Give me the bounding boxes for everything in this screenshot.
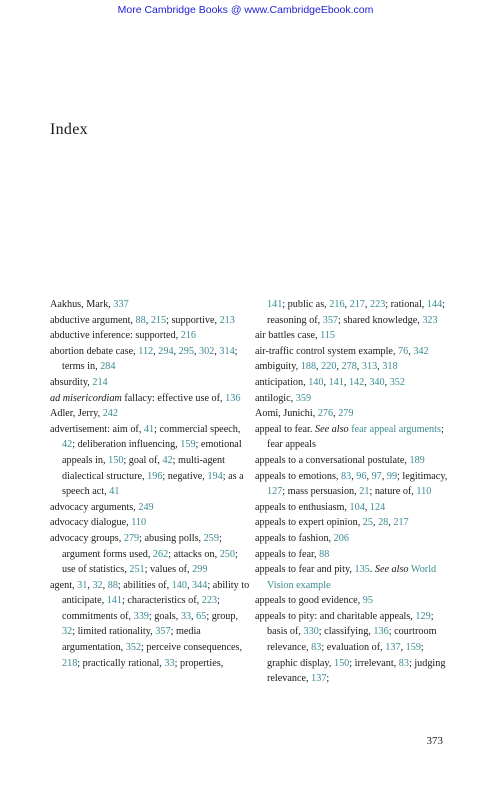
index-entry: [255, 593, 455, 609]
index-entry: [50, 406, 250, 422]
page-reference-link[interactable]: 213: [219, 314, 235, 326]
page-reference-link[interactable]: 259: [203, 532, 219, 544]
page-reference-link[interactable]: fear appeal arguments: [351, 423, 441, 435]
entry-text: ; classifying,: [318, 626, 374, 638]
entry-text: ; mass persuasion,: [282, 486, 360, 498]
entry-text: ; commitments of,: [62, 595, 220, 622]
page-reference-link[interactable]: 278: [341, 361, 357, 373]
entry-text: ,: [377, 361, 383, 373]
page-reference-link[interactable]: 88: [319, 548, 330, 560]
entry-text: ; terms in,: [62, 345, 238, 373]
index-entry: [50, 391, 250, 407]
entry-text: ,: [191, 610, 197, 622]
page-reference-link[interactable]: 218: [62, 657, 78, 669]
page-reference-link[interactable]: 330: [303, 626, 319, 638]
entry-text: ; shared knowledge,: [338, 314, 423, 326]
entry-text: ,: [173, 345, 179, 357]
page-reference-link[interactable]: 223: [201, 595, 218, 607]
index-column-left: [50, 297, 250, 671]
entry-text: advertisement: aim of,: [50, 423, 144, 435]
index-entry: [50, 422, 250, 500]
entry-text: abductive inference: supported,: [50, 330, 181, 342]
entry-text: ,: [364, 299, 370, 310]
page-reference-link[interactable]: 340: [369, 376, 385, 388]
entry-text: abortion debate case,: [50, 345, 139, 357]
page-reference-link[interactable]: 141: [267, 299, 283, 310]
page-reference-link[interactable]: 337: [113, 299, 129, 310]
page-reference-link[interactable]: 141: [106, 595, 122, 607]
index-entry: [255, 375, 455, 391]
page-reference-link[interactable]: 359: [295, 392, 312, 404]
page-reference-link[interactable]: 83: [311, 642, 322, 654]
page-reference-link[interactable]: 339: [133, 610, 149, 622]
entry-text: ;: [326, 673, 330, 685]
entry-text: ,: [372, 517, 379, 529]
page-reference-link[interactable]: 251: [129, 564, 145, 576]
entry-text: ; deliberation influencing,: [72, 439, 181, 451]
entry-text: ; nature of,: [369, 486, 417, 498]
entry-text: ; public as,: [282, 299, 330, 310]
page-reference-link[interactable]: 42: [162, 454, 173, 466]
entry-text: ; attacks on,: [168, 548, 220, 560]
page-reference-link[interactable]: 31: [77, 579, 88, 591]
promo-banner-link[interactable]: More Cambridge Books @ www.CambridgeEbook.com: [117, 4, 374, 16]
entry-text: ,: [102, 579, 108, 591]
index-entry: [50, 515, 250, 531]
page-reference-link[interactable]: 41: [109, 486, 120, 498]
entry-text: ,: [186, 579, 193, 591]
index-entry: [255, 500, 455, 516]
entry-text: ,: [388, 517, 394, 529]
page-reference-link[interactable]: 33: [180, 610, 192, 622]
entry-text: ,: [343, 376, 349, 388]
entry-text: ,: [364, 501, 370, 513]
page-reference-link[interactable]: 65: [196, 610, 207, 622]
entry-text: advocacy arguments,: [50, 501, 139, 513]
entry-text: ; courtroom relevance,: [267, 626, 437, 654]
page-reference-link[interactable]: 42: [62, 439, 73, 451]
page-reference-link[interactable]: 140: [171, 579, 187, 591]
entry-text: fallacy: effective use of,: [121, 392, 226, 404]
index-entry: [50, 578, 250, 672]
entry-text: ; reasoning of,: [267, 299, 445, 326]
index-entry: [255, 391, 455, 407]
page-reference-link[interactable]: 216: [180, 330, 196, 342]
page-reference-link[interactable]: 110: [131, 517, 147, 529]
page-reference-link[interactable]: 137: [385, 642, 401, 654]
entry-text: ,: [193, 345, 200, 357]
entry-text: ; properties,: [174, 657, 224, 669]
page-reference-link[interactable]: 135: [354, 564, 370, 576]
page-reference-link[interactable]: 357: [155, 626, 171, 638]
page-reference-link[interactable]: 295: [178, 345, 194, 357]
entry-text: appeals to emotions,: [255, 470, 342, 482]
page-reference-link[interactable]: 88: [135, 314, 146, 326]
entry-text: ; use of statistics,: [62, 548, 238, 576]
entry-text: ,: [344, 299, 350, 310]
page-reference-link[interactable]: 137: [311, 673, 327, 685]
index-entry: [50, 328, 250, 344]
index-entry: [255, 422, 455, 453]
entry-text: appeals to fear,: [255, 548, 320, 560]
entry-text: ,: [366, 470, 372, 482]
page-reference-link[interactable]: 28: [378, 517, 389, 529]
page-reference-link[interactable]: 262: [152, 548, 169, 560]
entry-text: appeals to enthusiasm,: [255, 501, 350, 513]
page-reference-link[interactable]: 76: [398, 345, 409, 357]
entry-text: ; emotional appeals in,: [62, 439, 242, 466]
entry-text: abductive argument,: [50, 314, 136, 326]
entry-text: ; abilities of,: [117, 579, 172, 591]
entry-text: Aakhus, Mark,: [50, 299, 114, 310]
page-reference-link[interactable]: 159: [405, 642, 421, 654]
index-entry: [255, 406, 455, 422]
page-reference-link[interactable]: 127: [267, 486, 283, 498]
index-entry: [50, 313, 250, 329]
entry-text: advocacy groups,: [50, 532, 124, 544]
entry-text: ,: [336, 361, 342, 373]
page-reference-link[interactable]: 299: [192, 564, 208, 576]
entry-text: ; irrelevant,: [349, 657, 399, 669]
entry-text: ; media argumentation,: [62, 626, 201, 654]
page-reference-link[interactable]: 104: [349, 501, 365, 513]
page-reference-link[interactable]: 115: [320, 330, 335, 342]
index-entry: [255, 328, 455, 344]
entry-text: Adler, Jerry,: [50, 408, 103, 420]
entry-text: ; abusing polls,: [139, 532, 204, 544]
entry-text: appeals to expert opinion,: [255, 517, 363, 529]
entry-text: ; as a speech act,: [62, 470, 244, 498]
page-reference-link[interactable]: 215: [150, 314, 167, 326]
index-entry: [255, 297, 455, 328]
page-reference-link[interactable]: 83: [398, 657, 409, 669]
entry-text: ,: [214, 345, 220, 357]
entry-text: ; multi-agent dialectical structure,: [62, 454, 225, 482]
entry-text: ,: [356, 361, 362, 373]
entry-text: ; evaluation of,: [321, 642, 386, 654]
entry-text: appeals to good evidence,: [255, 595, 363, 607]
entry-text: ,: [145, 314, 151, 326]
entry-text: ; supportive,: [166, 314, 220, 326]
page-reference-link[interactable]: 25: [362, 517, 373, 529]
entry-text: ambiguity,: [255, 361, 301, 373]
index-entry: [255, 531, 455, 547]
page-reference-link[interactable]: 142: [348, 376, 365, 388]
entry-text: advocacy dialogue,: [50, 517, 132, 529]
entry-text: ; group,: [206, 610, 239, 622]
entry-text: ; perceive consequences,: [141, 642, 243, 654]
entry-text: ; graphic display,: [267, 642, 424, 669]
entry-text: ; limited rationality,: [72, 626, 156, 638]
index-entry: [255, 547, 455, 563]
entry-text: air-traffic control system example,: [255, 345, 399, 357]
page-reference-link[interactable]: 323: [422, 314, 438, 326]
entry-text: ; basis of,: [267, 610, 434, 638]
page-reference-link[interactable]: 124: [369, 501, 386, 513]
page-reference-link[interactable]: 217: [393, 517, 409, 529]
entry-text: Aomi, Junichi,: [255, 408, 318, 420]
page-reference-link[interactable]: 33: [164, 657, 175, 669]
entry-text: ; goal of,: [123, 454, 163, 466]
page-reference-link[interactable]: 342: [413, 345, 429, 357]
entry-text: ; practically rational,: [77, 657, 165, 669]
entry-text: air battles case,: [255, 330, 321, 342]
index-entry: [50, 375, 250, 391]
page-reference-link[interactable]: 249: [138, 501, 154, 513]
page-reference-link[interactable]: 279: [338, 408, 354, 420]
entry-text: ,: [381, 470, 387, 482]
page-reference-link[interactable]: 217: [349, 299, 365, 310]
entry-text: ,: [408, 345, 414, 357]
page-reference-link[interactable]: 136: [373, 626, 389, 638]
index-entry: [255, 515, 455, 531]
index-entry: [255, 344, 455, 360]
page-reference-link[interactable]: 189: [409, 454, 425, 466]
page-reference-link[interactable]: 214: [92, 376, 108, 388]
entry-text: antilogic,: [255, 392, 296, 404]
entry-text: ; ability to anticipate,: [62, 579, 250, 607]
entry-text: ; fear appeals: [267, 423, 444, 451]
page-reference-link[interactable]: 352: [125, 642, 142, 654]
italic-text: See also: [374, 564, 409, 576]
entry-text: ,: [153, 345, 159, 357]
entry-text: ,: [400, 642, 406, 654]
entry-text: appeals to fashion,: [255, 532, 334, 544]
index-entry: [255, 453, 455, 469]
page-reference-link[interactable]: 344: [192, 579, 208, 591]
entry-text: ; goals,: [148, 610, 181, 622]
page-reference-link[interactable]: 99: [386, 470, 398, 482]
page-reference-link[interactable]: 88: [107, 579, 118, 591]
entry-text: appeals to a conversational postulate,: [255, 454, 410, 466]
entry-text: ; characteristics of,: [121, 595, 202, 607]
page-reference-link[interactable]: 136: [225, 392, 241, 404]
page-reference-link[interactable]: 141: [328, 376, 344, 388]
page-reference-link[interactable]: 284: [100, 361, 116, 373]
entry-text: ,: [87, 579, 93, 591]
entry-text: anticipation,: [255, 376, 309, 388]
page-reference-link[interactable]: 129: [415, 610, 431, 622]
entry-text: ,: [364, 376, 370, 388]
entry-text: ; values of,: [144, 564, 193, 576]
page-reference-link[interactable]: 318: [382, 361, 398, 373]
page-reference-link[interactable]: 314: [219, 345, 235, 357]
page-reference-link[interactable]: World Vision example: [267, 564, 437, 591]
page-reference-link[interactable]: 276: [317, 408, 334, 420]
entry-text: ; commercial speech,: [154, 423, 241, 435]
entry-text: ,: [351, 470, 357, 482]
index-entry: [50, 297, 250, 313]
page-reference-link[interactable]: 242: [102, 408, 118, 420]
index-entry: [255, 469, 455, 500]
page-reference-link[interactable]: 352: [389, 376, 405, 388]
index-column-right: [255, 297, 455, 687]
page-reference-link[interactable]: 144: [426, 299, 443, 310]
page-reference-link[interactable]: 302: [199, 345, 215, 357]
index-entry: [50, 500, 250, 516]
entry-text: absurdity,: [50, 376, 93, 388]
page-reference-link[interactable]: 188: [300, 361, 317, 373]
italic-text: ad misericordiam: [50, 392, 122, 404]
entry-text: ,: [333, 408, 339, 420]
entry-text: ,: [384, 376, 390, 388]
index-entry: [255, 359, 455, 375]
page-reference-link[interactable]: 21: [359, 486, 370, 498]
page-reference-link[interactable]: 313: [361, 361, 378, 373]
page-reference-link[interactable]: 95: [362, 595, 373, 607]
index-heading: Index: [50, 121, 88, 138]
page-reference-link[interactable]: 194: [207, 470, 223, 482]
page-reference-link[interactable]: 250: [219, 548, 235, 560]
index-entry: [255, 609, 455, 687]
page-reference-link[interactable]: 216: [329, 299, 345, 310]
page-reference-link[interactable]: 112: [138, 345, 154, 357]
page-reference-link[interactable]: 32: [62, 626, 73, 638]
page-reference-link[interactable]: 96: [356, 470, 367, 482]
index-entry: [255, 562, 455, 593]
page-reference-link[interactable]: 150: [333, 657, 350, 669]
entry-text: ; rational,: [385, 299, 427, 310]
entry-text: agent,: [50, 579, 78, 591]
page-number: 373: [426, 735, 443, 747]
entry-text: appeal to fear.: [255, 423, 315, 435]
page-reference-link[interactable]: 220: [321, 361, 337, 373]
page-reference-link[interactable]: 32: [92, 579, 103, 591]
entry-text: appeals to pity: and charitable appeals,: [255, 610, 416, 622]
page-reference-link[interactable]: 110: [416, 486, 432, 498]
italic-text: See also: [314, 423, 349, 435]
entry-text: ; judging relevance,: [267, 657, 446, 685]
page-reference-link[interactable]: 206: [333, 532, 349, 544]
page-reference-link[interactable]: 140: [308, 376, 324, 388]
entry-text: appeals to fear and pity,: [255, 564, 355, 576]
page-reference-link[interactable]: 150: [108, 454, 124, 466]
page-reference-link[interactable]: 196: [147, 470, 163, 482]
entry-text: ,: [316, 361, 322, 373]
entry-text: ; negative,: [162, 470, 208, 482]
entry-text: .: [369, 564, 375, 576]
page-reference-link[interactable]: 279: [123, 532, 140, 544]
entry-text: ; argument forms used,: [62, 532, 222, 560]
index-entry: [50, 344, 250, 375]
page-reference-link[interactable]: 357: [322, 314, 339, 326]
index-entry: [50, 531, 250, 578]
page-reference-link[interactable]: 223: [370, 299, 386, 310]
entry-text: ; legitimacy,: [397, 470, 448, 482]
page-reference-link[interactable]: 97: [371, 470, 382, 482]
page-reference-link[interactable]: 41: [143, 423, 155, 435]
page-reference-link[interactable]: 159: [180, 439, 196, 451]
entry-text: ,: [323, 376, 329, 388]
page-reference-link[interactable]: 294: [158, 345, 174, 357]
page-reference-link[interactable]: 83: [341, 470, 352, 482]
